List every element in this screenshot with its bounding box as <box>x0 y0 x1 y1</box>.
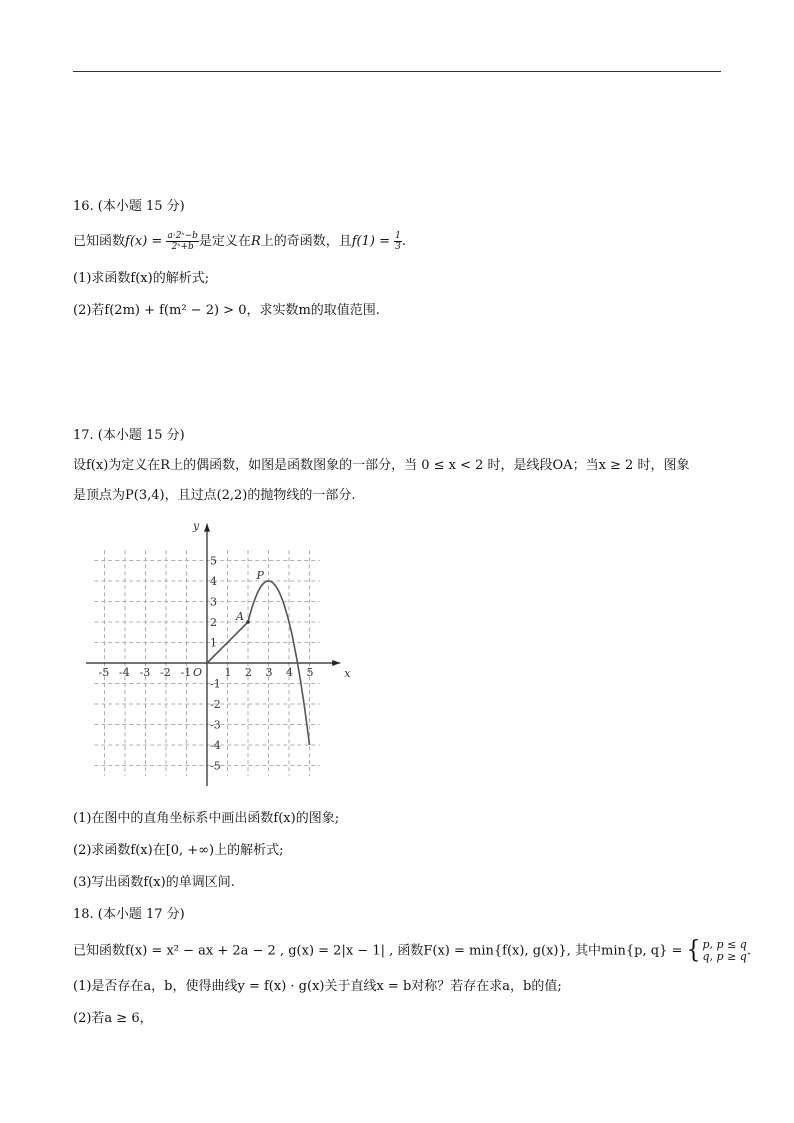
x-tick-label: -1 <box>180 666 192 679</box>
point-A-label: A <box>236 610 244 623</box>
y-tick-label: -4 <box>210 739 221 752</box>
x-tick-label: 3 <box>265 666 273 679</box>
q16-f1: f(1) = <box>351 234 395 249</box>
q16-f1-num: 1 <box>395 231 401 241</box>
q16-stem-pre: 已知函数 <box>73 234 126 249</box>
q16-R: R <box>250 234 261 249</box>
left-brace-icon: { <box>686 936 701 965</box>
y-axis-arrow-icon <box>204 524 210 532</box>
q18-header: 18. (本小题 17 分) <box>73 907 185 922</box>
q18-end: . <box>746 943 751 959</box>
x-axis-arrow-icon <box>332 660 340 666</box>
q17-line2: 是顶点为P(3,4)，且过点(2,2)的抛物线的一部分. <box>73 488 356 503</box>
y-tick-label: -1 <box>210 677 221 691</box>
header-rule <box>73 71 721 72</box>
y-tick-label: 1 <box>210 636 217 650</box>
y-tick-label: -3 <box>210 718 221 732</box>
function-graph <box>85 520 355 790</box>
q16-part2: (2)若f(2m) + f(m² − 2) > 0，求实数m的取值范围. <box>73 303 380 318</box>
q17-line1: 设f(x)为定义在R上的偶函数，如图是函数图象的一部分，当 0 ≤ x < 2 时，是线段OA；当x ≥ 2 时，图象 <box>73 458 690 473</box>
q16-stem-mid2: 上的奇函数，且 <box>260 234 352 249</box>
x-tick-label: 4 <box>286 666 293 679</box>
y-tick-label: -2 <box>210 698 221 711</box>
q16-frac-den: 2ˣ+b <box>171 242 194 252</box>
q17-part2: (2)求函数f(x)在[0, +∞)上的解析式; <box>73 843 284 858</box>
y-tick-label: 3 <box>210 595 217 609</box>
x-tick-label: -2 <box>160 666 171 679</box>
q18-stem <box>73 936 751 965</box>
origin-label: O <box>193 666 203 679</box>
q16-f1-den: 3 <box>395 242 401 252</box>
q16-stem <box>73 231 406 252</box>
q18-part2: (2)若a ≥ 6， <box>73 1011 153 1026</box>
y-tick-label: 5 <box>210 554 217 568</box>
q16-header: 16. (本小题 15 分) <box>73 199 185 214</box>
y-tick-label: 4 <box>210 575 217 588</box>
x-axis-label: x <box>344 667 351 680</box>
q17-part1: (1)在图中的直角坐标系中画出函数f(x)的图象; <box>73 811 340 826</box>
q17-header: 17. (本小题 15 分) <box>73 428 185 443</box>
x-tick-label: 1 <box>224 666 232 679</box>
q16-end: . <box>401 234 407 249</box>
x-tick-label: 2 <box>245 666 252 679</box>
q16-fraction <box>166 231 198 252</box>
q16-fx: f(x) = <box>125 234 167 249</box>
x-tick-label: -4 <box>119 666 130 679</box>
point-A-dot <box>246 620 250 624</box>
q16-frac-num: a·2ˣ−b <box>167 231 198 241</box>
q18-case2: q, p ≥ q <box>702 950 747 963</box>
y-axis-label: y <box>193 520 200 533</box>
q17-part3: (3)写出函数f(x)的单调区间. <box>73 875 235 890</box>
x-tick-label: -5 <box>98 666 110 679</box>
q16-stem-mid: 是定义在 <box>198 234 251 249</box>
x-tick-label: -3 <box>139 666 151 679</box>
q18-case1: p, p ≤ q <box>702 938 747 951</box>
q16-f1-fraction <box>394 231 402 252</box>
q16-part1: (1)求函数f(x)的解析式; <box>73 271 210 286</box>
y-tick-label: -5 <box>210 759 221 773</box>
x-tick-label: 5 <box>306 666 314 679</box>
q18-part1: (1)是否存在a，b，使得曲线y = f(x) · g(x)关于直线x = b对称？若存在求a，b的值; <box>73 979 562 994</box>
q18-cases <box>701 939 747 963</box>
point-P-label: P <box>256 569 264 582</box>
y-tick-label: 2 <box>210 616 217 629</box>
q18-line1: 已知函数f(x) = x² − ax + 2a − 2 , g(x) = 2|x − 1| , 函数F(x) = min{f(x), g(x)}, 其中min{p, q} = <box>73 943 687 959</box>
